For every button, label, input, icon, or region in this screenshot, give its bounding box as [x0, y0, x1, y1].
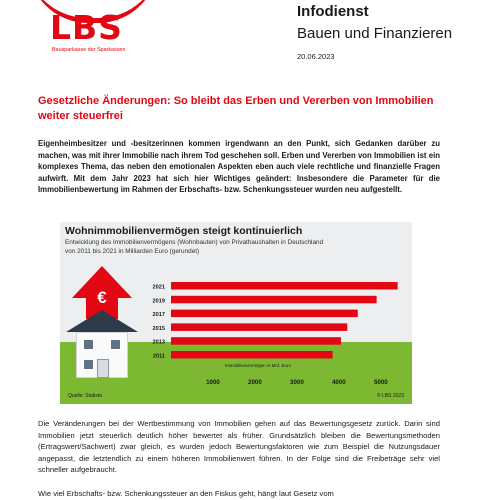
- x-tick-2000: 2000: [248, 379, 262, 386]
- x-tick-1000: 1000: [206, 379, 220, 386]
- infographic-source: Quelle: Statista: [68, 393, 102, 399]
- page-title: Infodienst: [297, 3, 369, 20]
- infographic-subtitle-line1: Entwicklung des Immobilienvermögens (Wohnbauten) von Privathaushalten in Deutschland: [65, 239, 324, 246]
- article-body-2: Wie viel Erbschafts- bzw. Schenkungssteuer an den Fiskus geht, hängt laut Gesetz vom: [38, 489, 334, 498]
- category-label-2021: 2021: [152, 284, 165, 291]
- bar-2017: [171, 310, 358, 318]
- infographic: [60, 222, 412, 404]
- category-label-2011: 2011: [152, 353, 165, 360]
- lbs-logo: [38, 0, 148, 60]
- euro-icon: €: [97, 288, 107, 307]
- x-axis-label: Immobilienvermögen in Mrd. Euro: [225, 362, 291, 368]
- logo-text: LBS: [50, 8, 123, 47]
- bar-2015: [171, 323, 347, 331]
- header-block: [297, 3, 452, 61]
- bar-2011: [171, 351, 333, 359]
- article-headline: Gesetzliche Änderungen: So bleibt das Erben und Vererben von Immobilien weiter steuerfrei: [38, 95, 434, 122]
- chart-canvas: [60, 222, 412, 404]
- bar-2013: [171, 337, 341, 345]
- page-subtitle: Bauen und Finanzieren: [297, 25, 453, 42]
- infographic-copyright: © LBS 2023: [376, 393, 404, 399]
- bar-chart: [60, 222, 412, 404]
- category-label-2019: 2019: [152, 298, 165, 305]
- x-tick-4000: 4000: [331, 379, 346, 386]
- x-tick-5000: 5000: [373, 379, 388, 386]
- publication-date: 20.06.2023: [297, 52, 335, 61]
- category-label-2015: 2015: [152, 325, 165, 332]
- article-body-1: Die Veränderungen bei der Wertbestimmung von Immobilien gehen auf das Bewertungsgesetz zurück. Darin sind Immobilien jetzt steuerlich deutlich höher bewertet als früher. Grundsätzlich bleiben die Bewertungsmethoden (Ertragswert/Sachwert) zwar gleich, es wurden jedoch Bewertungsfaktoren wie zum Beispiel die Nutzungsdauer angepasst, die letztendlich zu einem höheren Immobilienwert führen. In der Folge sind die Freibeträge sehr viel schneller aufgebraucht.: [38, 419, 440, 474]
- bar-2019: [171, 296, 377, 304]
- bar-2021: [171, 282, 398, 290]
- infographic-subtitle-line2: von 2011 bis 2021 in Milliarden Euro (gerundet): [65, 247, 200, 255]
- logo-subtitle: Bausparkasse der Sparkassen: [52, 47, 126, 53]
- x-tick-3000: 3000: [290, 379, 304, 386]
- category-label-2013: 2013: [152, 339, 165, 346]
- infographic-title: Wohnimmobilienvermögen steigt kontinuierlich: [65, 225, 303, 237]
- article-lead: Eigenheimbesitzer und -besitzerinnen kommen irgendwann an den Punkt, sich Gedanken darüber zu machen, was mit ihrer Immobilie nach ihrem Tod geschehen soll. Erben und Vererben von Immobilien ist ein komplexes Thema, das neben den emotionalen Aspekten eben auch viele rechtliche und finanzielle Fragen aufwirft. Mit dem Jahr 2023 hat sich hier Wichtiges geändert: Insbesondere die Parameter für die Immobilienbewertung im Rahmen der Erbschafts- bzw. Schenkungssteuer wurden neu aufgestellt.: [38, 139, 440, 195]
- category-label-2017: 2017: [152, 312, 165, 319]
